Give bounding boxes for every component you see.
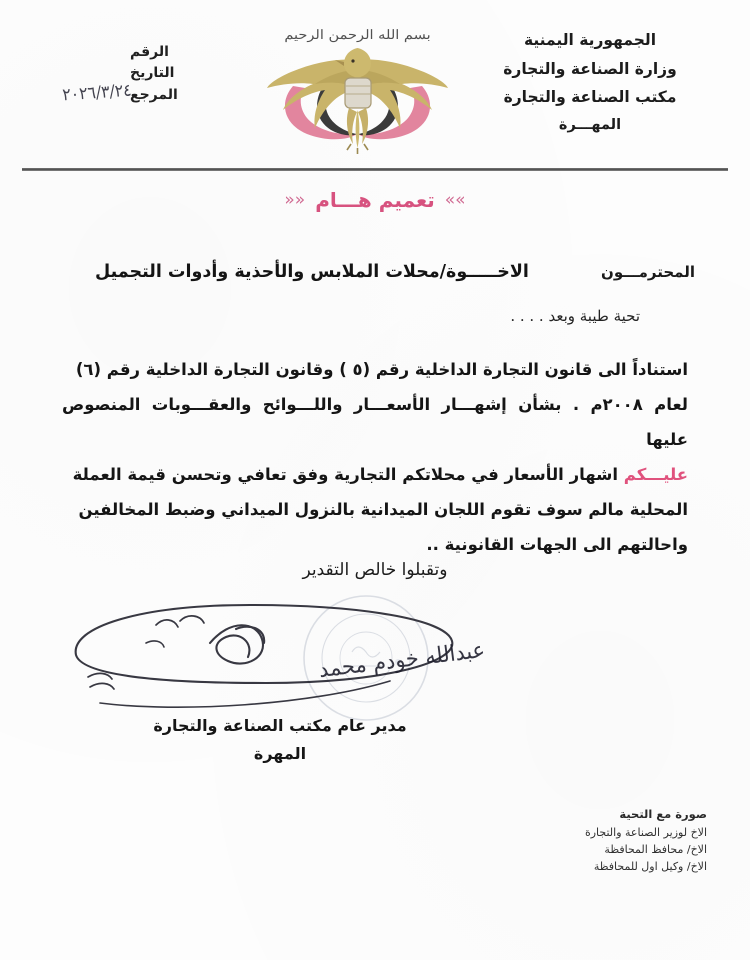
signature-name-script: عبدالله خودم محمد xyxy=(317,637,487,684)
signer-title-block xyxy=(0,712,560,768)
title-text: تعميم هـــام xyxy=(315,188,435,212)
cc-heading: صورة مع التحية xyxy=(619,807,707,821)
signer-title-line-1: مدير عام مكتب الصناعة والتجارة xyxy=(153,716,407,735)
date-label: التاريخ xyxy=(130,65,175,82)
body-line-3 xyxy=(62,457,688,492)
eagle-emblem-svg xyxy=(265,24,450,156)
title-open-quote: »» xyxy=(444,190,466,210)
number-label: الرقم xyxy=(130,44,169,60)
body-line-5: واحالتهم الى الجهات القانونية .. xyxy=(426,535,688,554)
document-header xyxy=(0,0,750,170)
cc-item-minister: الاخ لوزير الصناعة والتجارة xyxy=(584,825,707,839)
cc-item-governor: الاخ/ محافظ المحافظة xyxy=(604,842,707,856)
org-line-office: مكتب الصناعة والتجارة xyxy=(503,88,677,107)
body-text xyxy=(62,352,688,562)
recipient-addressee: الاخـــــوة/محلات الملابس والأحذية وأدوات التجميل xyxy=(95,262,529,282)
greeting-line: تحية طيبة وبعد . . . . xyxy=(510,307,640,325)
reference-label: المرجع xyxy=(130,86,178,103)
header-divider xyxy=(22,168,728,171)
body-line-3-rest: اشهار الأسعار في محلاتكم التجارية وفق تعافي وتحسن قيمة العملة xyxy=(72,465,619,484)
handwritten-date-value: ٢٠٢٦/٣/٢٤ xyxy=(61,80,133,106)
org-line-ministry: وزارة الصناعة والتجارة xyxy=(503,59,677,78)
closing-line: وتقبلوا خالص التقدير xyxy=(302,560,448,580)
body-highlight-word: عليـــكم xyxy=(623,465,688,484)
body-line-2: لعام ٢٠٠٨م . بشأن إشهـــار الأسعـــار واللـــوائح والعقـــوبات المنصوص عليها xyxy=(62,395,688,449)
org-line-country: الجمهورية اليمنية xyxy=(523,31,657,49)
basmala-calligraphy: بسم الله الرحمن الرحيم xyxy=(284,28,431,43)
signer-title-line-2: المهرة xyxy=(253,744,307,763)
body-line-1: استناداً الى قانون التجارة الداخلية رقم (٥ ) وقانون التجارة الداخلية رقم (٦) xyxy=(75,360,688,379)
organization-block xyxy=(450,26,730,139)
yemen-republic-eagle-emblem xyxy=(265,24,450,156)
carbon-copy-block xyxy=(585,806,707,875)
page-title xyxy=(0,188,750,212)
recipient-row xyxy=(95,262,695,282)
cc-item-deputy: الاخ/ وكيل اول للمحافظة xyxy=(593,859,707,873)
title-close-quote: «« xyxy=(284,190,306,210)
body-line-4: المحلية مالم سوف تقوم اللجان الميدانية بالنزول الميداني وضبط المخالفين xyxy=(78,500,688,519)
recipient-respect-term: المحترمـــون xyxy=(601,263,695,281)
org-line-governorate: المهـــرة xyxy=(558,117,622,134)
